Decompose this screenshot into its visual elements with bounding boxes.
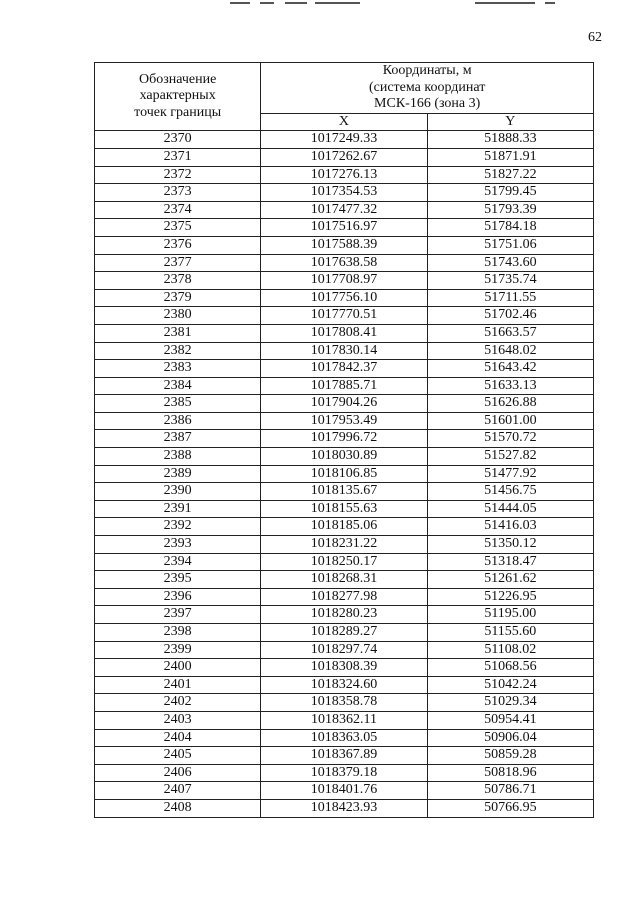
- x-coordinate-cell: 1018363.05: [261, 729, 427, 747]
- point-number-cell: 2393: [95, 536, 261, 554]
- table-row: [95, 166, 594, 184]
- point-number-cell: 2382: [95, 342, 261, 360]
- x-coordinate-cell: 1017262.67: [261, 148, 427, 166]
- x-coordinate-cell: 1018367.89: [261, 747, 427, 765]
- table-row: [95, 395, 594, 413]
- x-coordinate-cell: 1018289.27: [261, 624, 427, 642]
- point-header-line: точек границы: [134, 104, 222, 120]
- table-row: [95, 377, 594, 395]
- table-row: [95, 553, 594, 571]
- coords-header-line: МСК-166 (зона 3): [374, 96, 481, 112]
- table-row: [95, 254, 594, 272]
- y-coordinate-cell: 51155.60: [427, 624, 593, 642]
- table-row: [95, 360, 594, 378]
- x-coordinate-cell: 1017885.71: [261, 377, 427, 395]
- table-row: [95, 518, 594, 536]
- point-number-cell: 2387: [95, 430, 261, 448]
- y-coordinate-cell: 51527.82: [427, 448, 593, 466]
- x-coordinate-cell: 1018280.23: [261, 606, 427, 624]
- y-coordinate-cell: 50766.95: [427, 799, 593, 817]
- x-coordinate-cell: 1017638.58: [261, 254, 427, 272]
- table-row: [95, 272, 594, 290]
- point-number-cell: 2381: [95, 324, 261, 342]
- y-coordinate-cell: 51793.39: [427, 201, 593, 219]
- x-coordinate-cell: 1018401.76: [261, 782, 427, 800]
- y-coordinate-cell: 51042.24: [427, 676, 593, 694]
- x-column-header: X: [261, 113, 427, 131]
- y-coordinate-cell: 51643.42: [427, 360, 593, 378]
- table-row: [95, 747, 594, 765]
- table-row: [95, 465, 594, 483]
- y-coordinate-cell: 51029.34: [427, 694, 593, 712]
- x-coordinate-cell: 1018358.78: [261, 694, 427, 712]
- x-coordinate-cell: 1017756.10: [261, 289, 427, 307]
- y-coordinate-cell: 51735.74: [427, 272, 593, 290]
- table-row: [95, 236, 594, 254]
- coords-header-line: Координаты, м: [382, 63, 472, 78]
- y-coordinate-cell: 51743.60: [427, 254, 593, 272]
- y-coordinate-cell: 51226.95: [427, 588, 593, 606]
- x-coordinate-cell: 1017953.49: [261, 412, 427, 430]
- point-number-cell: 2390: [95, 483, 261, 501]
- x-coordinate-cell: 1018250.17: [261, 553, 427, 571]
- table-row: [95, 782, 594, 800]
- y-coordinate-cell: 51633.13: [427, 377, 593, 395]
- point-number-cell: 2380: [95, 307, 261, 325]
- point-number-cell: 2386: [95, 412, 261, 430]
- point-number-cell: 2407: [95, 782, 261, 800]
- y-coordinate-cell: 51416.03: [427, 518, 593, 536]
- table-row: [95, 711, 594, 729]
- table-row: [95, 500, 594, 518]
- x-coordinate-cell: 1018423.93: [261, 799, 427, 817]
- y-coordinate-cell: 51648.02: [427, 342, 593, 360]
- x-coordinate-cell: 1018231.22: [261, 536, 427, 554]
- point-number-cell: 2400: [95, 659, 261, 677]
- y-coordinate-cell: 50906.04: [427, 729, 593, 747]
- point-number-cell: 2373: [95, 184, 261, 202]
- y-coordinate-cell: 51195.00: [427, 606, 593, 624]
- y-coordinate-cell: 51784.18: [427, 219, 593, 237]
- point-designation-header: [95, 63, 261, 131]
- x-coordinate-cell: 1018155.63: [261, 500, 427, 518]
- y-coordinate-cell: 50818.96: [427, 764, 593, 782]
- table-row: [95, 764, 594, 782]
- y-coordinate-cell: 51570.72: [427, 430, 593, 448]
- y-coordinate-cell: 51261.62: [427, 571, 593, 589]
- y-coordinate-cell: 50859.28: [427, 747, 593, 765]
- y-coordinate-cell: 51350.12: [427, 536, 593, 554]
- point-number-cell: 2401: [95, 676, 261, 694]
- table-row: [95, 659, 594, 677]
- x-coordinate-cell: 1017276.13: [261, 166, 427, 184]
- y-coordinate-cell: 51827.22: [427, 166, 593, 184]
- point-number-cell: 2398: [95, 624, 261, 642]
- table-row: [95, 201, 594, 219]
- point-header-line: Обозначение: [138, 71, 217, 87]
- x-coordinate-cell: 1017354.53: [261, 184, 427, 202]
- y-coordinate-cell: 51601.00: [427, 412, 593, 430]
- y-coordinate-cell: 51711.55: [427, 289, 593, 307]
- x-coordinate-cell: 1017588.39: [261, 236, 427, 254]
- point-number-cell: 2376: [95, 236, 261, 254]
- x-coordinate-cell: 1018297.74: [261, 641, 427, 659]
- x-coordinate-cell: 1017842.37: [261, 360, 427, 378]
- point-number-cell: 2406: [95, 764, 261, 782]
- table-row: [95, 536, 594, 554]
- x-coordinate-cell: 1018268.31: [261, 571, 427, 589]
- x-coordinate-cell: 1018362.11: [261, 711, 427, 729]
- y-coordinate-cell: 51456.75: [427, 483, 593, 501]
- y-coordinate-cell: 51626.88: [427, 395, 593, 413]
- point-number-cell: 2384: [95, 377, 261, 395]
- point-number-cell: 2372: [95, 166, 261, 184]
- x-coordinate-cell: 1017996.72: [261, 430, 427, 448]
- point-number-cell: 2375: [95, 219, 261, 237]
- table-row: [95, 729, 594, 747]
- x-coordinate-cell: 1018308.39: [261, 659, 427, 677]
- point-header-line: характерных: [139, 88, 216, 104]
- point-number-cell: 2388: [95, 448, 261, 466]
- table-row: [95, 588, 594, 606]
- point-number-cell: 2402: [95, 694, 261, 712]
- point-number-cell: 2385: [95, 395, 261, 413]
- table-row: [95, 307, 594, 325]
- y-coordinate-cell: 50954.41: [427, 711, 593, 729]
- y-coordinate-cell: 50786.71: [427, 782, 593, 800]
- y-coordinate-cell: 51871.91: [427, 148, 593, 166]
- coordinates-header: [261, 63, 594, 114]
- point-number-cell: 2408: [95, 799, 261, 817]
- coords-header-line: (система координат: [368, 79, 486, 95]
- table-row: [95, 324, 594, 342]
- point-number-cell: 2394: [95, 553, 261, 571]
- coordinates-table: [94, 62, 594, 818]
- x-coordinate-cell: 1017477.32: [261, 201, 427, 219]
- y-coordinate-cell: 51751.06: [427, 236, 593, 254]
- y-coordinate-cell: 51663.57: [427, 324, 593, 342]
- point-number-cell: 2378: [95, 272, 261, 290]
- point-number-cell: 2392: [95, 518, 261, 536]
- x-coordinate-cell: 1018106.85: [261, 465, 427, 483]
- point-number-cell: 2391: [95, 500, 261, 518]
- table-header: [95, 63, 594, 131]
- table-row: [95, 606, 594, 624]
- point-number-cell: 2377: [95, 254, 261, 272]
- table-row: [95, 219, 594, 237]
- table-row: [95, 694, 594, 712]
- point-number-cell: 2389: [95, 465, 261, 483]
- y-coordinate-cell: 51799.45: [427, 184, 593, 202]
- x-coordinate-cell: 1018030.89: [261, 448, 427, 466]
- y-coordinate-cell: 51888.33: [427, 131, 593, 149]
- y-column-header: Y: [427, 113, 593, 131]
- table-row: [95, 624, 594, 642]
- table-row: [95, 448, 594, 466]
- x-coordinate-cell: 1017249.33: [261, 131, 427, 149]
- table-row: [95, 184, 594, 202]
- point-number-cell: 2370: [95, 131, 261, 149]
- point-number-cell: 2374: [95, 201, 261, 219]
- table-row: [95, 412, 594, 430]
- point-number-cell: 2403: [95, 711, 261, 729]
- table-row: [95, 289, 594, 307]
- point-number-cell: 2399: [95, 641, 261, 659]
- point-number-cell: 2404: [95, 729, 261, 747]
- scan-artifact-marks: [230, 0, 560, 6]
- point-number-cell: 2397: [95, 606, 261, 624]
- x-coordinate-cell: 1017830.14: [261, 342, 427, 360]
- table-row: [95, 483, 594, 501]
- x-coordinate-cell: 1017808.41: [261, 324, 427, 342]
- x-coordinate-cell: 1018135.67: [261, 483, 427, 501]
- point-number-cell: 2379: [95, 289, 261, 307]
- x-coordinate-cell: 1018185.06: [261, 518, 427, 536]
- point-number-cell: 2396: [95, 588, 261, 606]
- x-coordinate-cell: 1017770.51: [261, 307, 427, 325]
- table-row: [95, 571, 594, 589]
- x-coordinate-cell: 1017904.26: [261, 395, 427, 413]
- point-number-cell: 2383: [95, 360, 261, 378]
- page-number: 62: [588, 30, 602, 45]
- point-number-cell: 2395: [95, 571, 261, 589]
- table-row: [95, 676, 594, 694]
- x-coordinate-cell: 1017708.97: [261, 272, 427, 290]
- table-row: [95, 148, 594, 166]
- table-row: [95, 342, 594, 360]
- y-coordinate-cell: 51068.56: [427, 659, 593, 677]
- table-row: [95, 131, 594, 149]
- point-number-cell: 2371: [95, 148, 261, 166]
- x-coordinate-cell: 1017516.97: [261, 219, 427, 237]
- point-number-cell: 2405: [95, 747, 261, 765]
- table-body: [95, 131, 594, 817]
- y-coordinate-cell: 51318.47: [427, 553, 593, 571]
- table-row: [95, 799, 594, 817]
- x-coordinate-cell: 1018379.18: [261, 764, 427, 782]
- table-row: [95, 430, 594, 448]
- y-coordinate-cell: 51444.05: [427, 500, 593, 518]
- x-coordinate-cell: 1018277.98: [261, 588, 427, 606]
- y-coordinate-cell: 51477.92: [427, 465, 593, 483]
- table-row: [95, 641, 594, 659]
- x-coordinate-cell: 1018324.60: [261, 676, 427, 694]
- y-coordinate-cell: 51702.46: [427, 307, 593, 325]
- y-coordinate-cell: 51108.02: [427, 641, 593, 659]
